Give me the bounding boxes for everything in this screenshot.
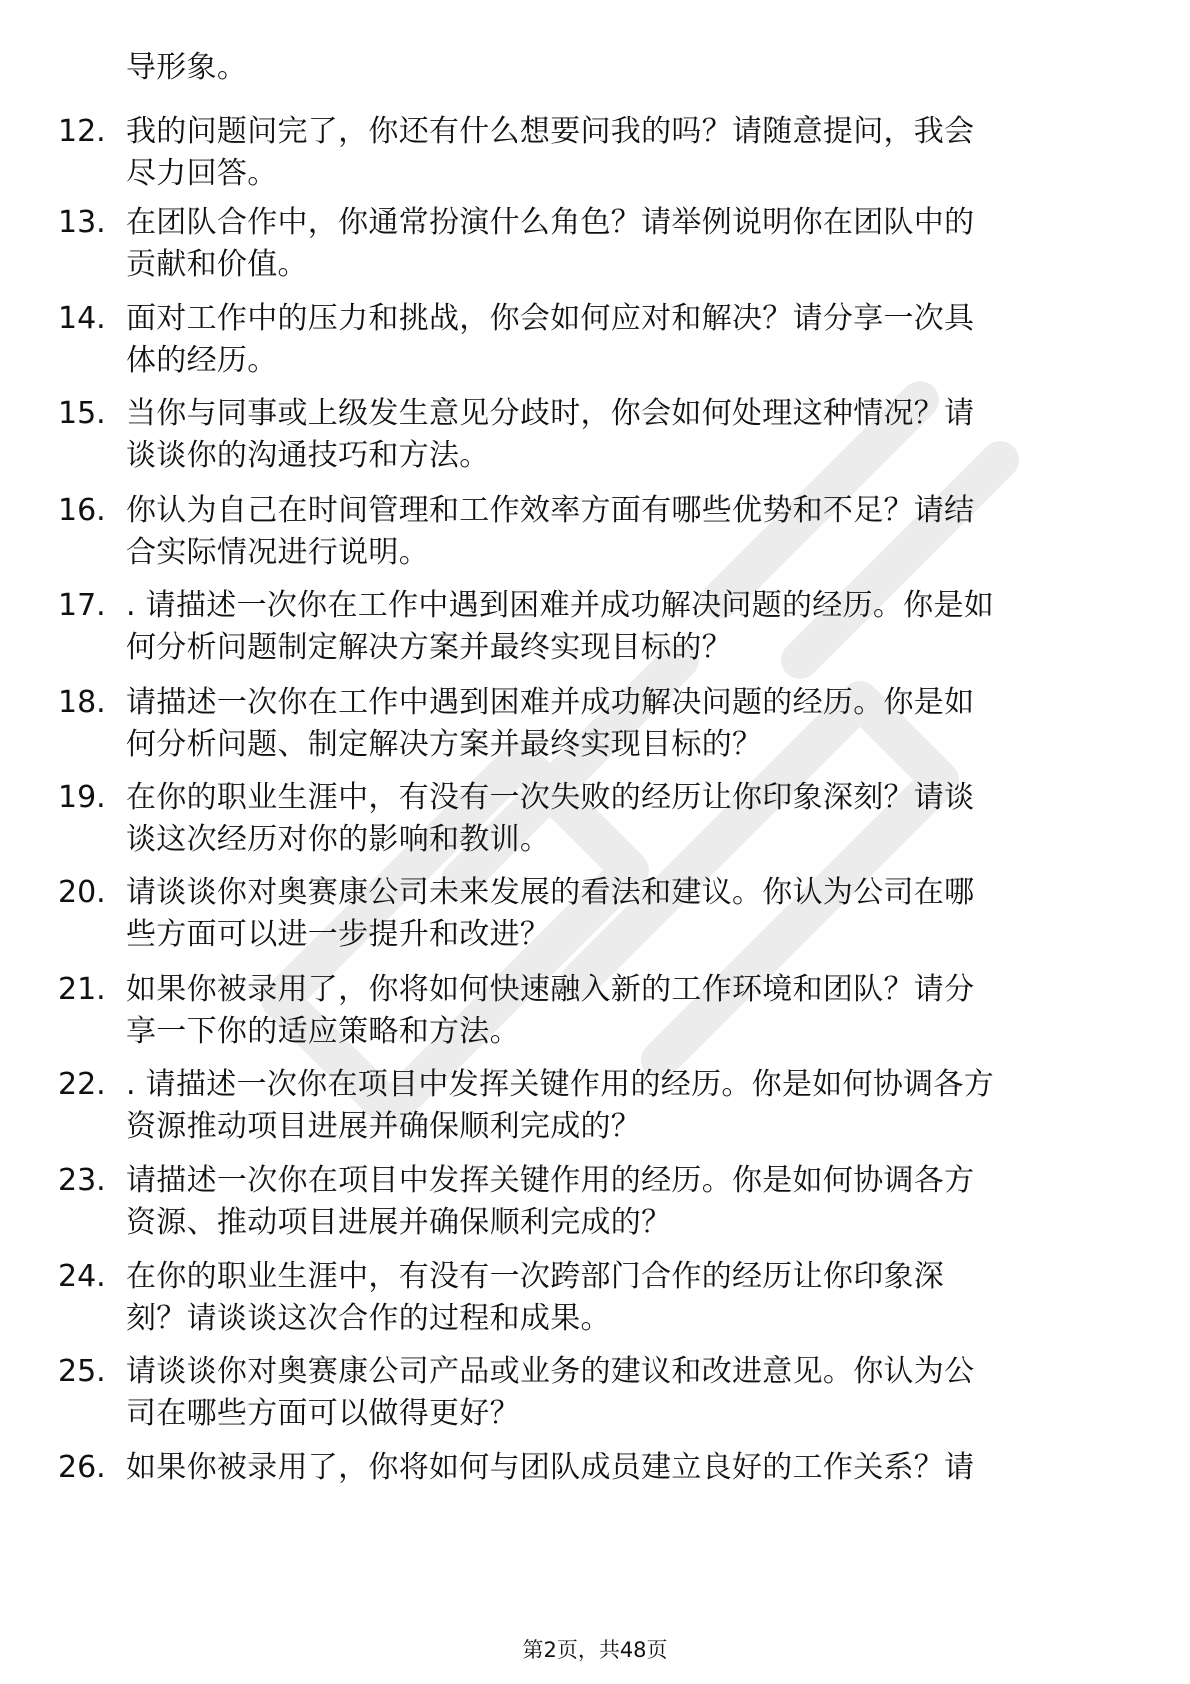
question-item xyxy=(0,872,1190,962)
question-item xyxy=(0,585,1190,675)
question-line: 谈这次经历对你的影响和教训。 xyxy=(126,822,551,857)
question-line: 谈谈你的沟通技巧和方法。 xyxy=(126,438,490,473)
question-line: 司在哪些方面可以做得更好？ xyxy=(126,1396,520,1431)
question-line: 尽力回答。 xyxy=(126,156,278,191)
question-line: 资源、推动项目进展并确保顺利完成的？ xyxy=(126,1205,672,1240)
question-line: 我的问题问完了，你还有什么想要问我的吗？请随意提问，我会 xyxy=(126,114,975,149)
question-item xyxy=(0,1064,1190,1154)
question-line: 请谈谈你对奥赛康公司未来发展的看法和建议。你认为公司在哪 xyxy=(126,875,975,910)
question-number: 12. xyxy=(58,114,106,149)
question-line: 如果你被录用了，你将如何与团队成员建立良好的工作关系？请 xyxy=(126,1450,975,1485)
question-number: 16. xyxy=(58,493,106,528)
question-line: 体的经历。 xyxy=(126,343,278,378)
question-line: 贡献和价值。 xyxy=(126,247,308,282)
question-line: 些方面可以进一步提升和改进？ xyxy=(126,917,551,952)
question-line: 资源推动项目进展并确保顺利完成的？ xyxy=(126,1109,642,1144)
question-number: 13. xyxy=(58,205,106,240)
question-number: 22. xyxy=(58,1067,106,1102)
question-item xyxy=(0,1351,1190,1441)
question-line: 享一下你的适应策略和方法。 xyxy=(126,1014,520,1049)
question-line: 请谈谈你对奥赛康公司产品或业务的建议和改进意见。你认为公 xyxy=(126,1354,975,1389)
question-line: 请描述一次你在项目中发挥关键作用的经历。你是如何协调各方 xyxy=(126,1163,975,1198)
question-number: 21. xyxy=(58,972,106,1007)
question-line: 在团队合作中，你通常扮演什么角色？请举例说明你在团队中的 xyxy=(126,205,975,240)
question-item xyxy=(0,1256,1190,1346)
question-item xyxy=(0,1160,1190,1250)
question-line: 刻？请谈谈这次合作的过程和成果。 xyxy=(126,1301,611,1336)
question-item xyxy=(0,682,1190,772)
question-line: 请描述一次你在工作中遇到困难并成功解决问题的经历。你是如 xyxy=(126,685,975,720)
question-number: 24. xyxy=(58,1259,106,1294)
question-number: 23. xyxy=(58,1163,106,1198)
question-line: 当你与同事或上级发生意见分歧时，你会如何处理这种情况？请 xyxy=(126,396,975,431)
page-number-footer: 第2页，共48页 xyxy=(522,1638,668,1662)
question-line: 如果你被录用了，你将如何快速融入新的工作环境和团队？请分 xyxy=(126,972,975,1007)
continuation-text: 导形象。 xyxy=(126,50,248,85)
question-item xyxy=(0,202,1190,292)
question-number: 17. xyxy=(58,588,106,623)
question-line: 何分析问题、制定解决方案并最终实现目标的？ xyxy=(126,727,763,762)
question-item xyxy=(0,969,1190,1059)
question-line: 你认为自己在时间管理和工作效率方面有哪些优势和不足？请结 xyxy=(126,493,975,528)
question-line: 合实际情况进行说明。 xyxy=(126,535,429,570)
question-line: 在你的职业生涯中，有没有一次失败的经历让你印象深刻？请谈 xyxy=(126,780,975,815)
question-number: 20. xyxy=(58,875,106,910)
question-line: . 请描述一次你在项目中发挥关键作用的经历。你是如何协调各方 xyxy=(126,1067,995,1102)
question-item xyxy=(0,111,1190,201)
question-number: 26. xyxy=(58,1450,106,1485)
question-number: 15. xyxy=(58,396,106,431)
question-item xyxy=(0,393,1190,483)
question-number: 14. xyxy=(58,301,106,336)
question-item xyxy=(0,490,1190,580)
question-item xyxy=(0,777,1190,867)
question-line: 在你的职业生涯中，有没有一次跨部门合作的经历让你印象深 xyxy=(126,1259,945,1294)
question-item xyxy=(0,1447,1190,1537)
question-line: 何分析问题制定解决方案并最终实现目标的？ xyxy=(126,630,732,665)
question-number: 19. xyxy=(58,780,106,815)
question-number: 25. xyxy=(58,1354,106,1389)
question-line: . 请描述一次你在工作中遇到困难并成功解决问题的经历。你是如 xyxy=(126,588,995,623)
question-line: 面对工作中的压力和挑战，你会如何应对和解决？请分享一次具 xyxy=(126,301,975,336)
question-number: 18. xyxy=(58,685,106,720)
question-item xyxy=(0,298,1190,388)
